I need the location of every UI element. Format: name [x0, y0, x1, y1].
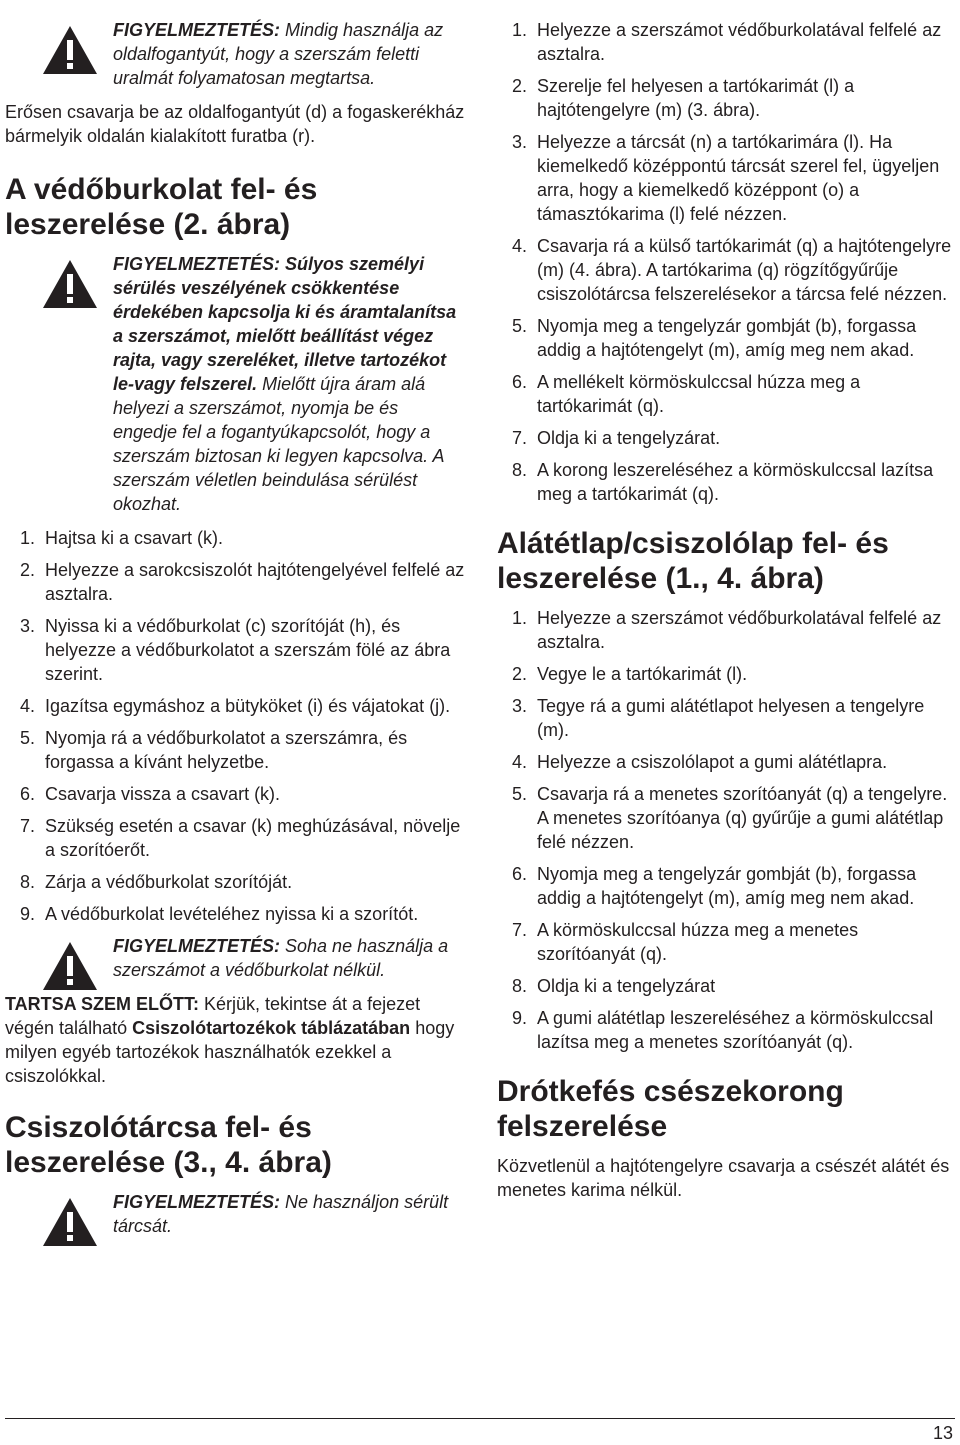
right-column [497, 18, 955, 1202]
warning-triangle-icon [41, 24, 99, 76]
list-item: 2. Vegye le a tartókarimát (l). [512, 664, 748, 684]
section-heading: A védőburkolat fel- és leszerelése (2. ábra) [5, 173, 318, 241]
page-number: 13 [932, 1423, 953, 1443]
warning-text: Ne használjon sérült tárcsát. [113, 1192, 449, 1236]
list-item: 5. Nyomja rá a védőburkolatot a szerszámra, és forgassa a kívánt helyzetbe. [20, 728, 408, 772]
list-item: 1. Helyezze a szerszámot védőburkolatával felfelé az asztalra. [512, 20, 942, 64]
section-heading: Csiszolótárcsa fel- és leszerelése (3., 4. ábra) [5, 1111, 332, 1179]
note-bold-ref: Csiszolótartozékok táblázatában [132, 1018, 411, 1038]
footer-rule [5, 1418, 955, 1419]
list-item: 5. Csavarja rá a menetes szorítóanyát (q) a tengelyre. A menetes szorítóanya (q) gyűrűje a gumi alátétlap felé nézzen. [512, 784, 948, 852]
list-item: 6. Csavarja vissza a csavart (k). [20, 784, 281, 804]
warning-block [5, 934, 467, 982]
list-item: 8. Zárja a védőburkolat szorítóját. [20, 872, 293, 892]
warning-triangle-icon [41, 940, 99, 992]
warning-label: FIGYELMEZTETÉS: [113, 936, 281, 956]
list-item: 1. Helyezze a szerszámot védőburkolatával felfelé az asztalra. [512, 608, 942, 652]
list-item: 3. Tegye rá a gumi alátétlapot helyesen a tengelyre (m). [512, 696, 925, 740]
list-item: 6. Nyomja meg a tengelyzár gombját (b), forgassa addig a hajtótengelyt (m), amíg meg nem akad. [512, 864, 917, 908]
list-item: 9. A gumi alátétlap leszereléséhez a körmöskulccsal lazítsa meg a menetes szorítóanyát (q). [512, 1008, 934, 1052]
list-item: 1. Hajtsa ki a csavart (k). [20, 528, 224, 548]
list-item: 7. Oldja ki a tengelyzárat. [512, 428, 721, 448]
list-item: 5. Nyomja meg a tengelyzár gombját (b), forgassa addig a hajtótengelyt (m), amíg meg nem akad. [512, 316, 917, 360]
list-item: 3. Nyissa ki a védőburkolat (c) szorítóját (h), és helyezze a védőburkolatot a szerszám fölé az ábra szerint. [20, 616, 451, 684]
note-paragraph: TARTSA SZEM ELŐTT: Kérjük, tekintse át a fejezet végén található Csiszolótartozékok táblázatában hogy milyen egyéb tartozékok használhatók ezekkel a csiszolókkal. [5, 994, 455, 1086]
list-item: 6. A mellékelt körmöskulccsal húzza meg a tartókarimát (q). [512, 372, 861, 416]
warning-label: FIGYELMEZTETÉS: [113, 20, 281, 40]
section-heading: Alátétlap/csiszolólap fel- és leszerelése (1., 4. ábra) [497, 527, 889, 595]
step-list [497, 18, 955, 506]
list-item: 8. Oldja ki a tengelyzárat [512, 976, 716, 996]
list-item: 8. A korong leszereléséhez a körmöskulccsal lazítsa meg a tartókarimát (q). [512, 460, 934, 504]
note-label: TARTSA SZEM ELŐTT: [5, 994, 199, 1014]
left-column [5, 18, 467, 1248]
list-item: 7. Szükség esetén a csavar (k) meghúzásával, növelje a szorítóerőt. [20, 816, 461, 860]
list-item: 2. Szerelje fel helyesen a tartókarimát (l) a hajtótengelyre (m) (3. ábra). [512, 76, 855, 120]
warning-text: Mindig használja az oldalfogantyút, hogy a szerszám feletti uralmát folyamatosan megtartsa. [113, 20, 444, 88]
list-item: 4. Helyezze a csiszolólapot a gumi alátétlapra. [512, 752, 888, 772]
list-item: 4. Igazítsa egymáshoz a bütyköket (i) és vájatokat (j). [20, 696, 451, 716]
list-item: 4. Csavarja rá a külső tartókarimát (q) a hajtótengelyre (m) (4. ábra). A tartókarima (q) rögzítőgyűrűje csiszolótárcsa felszerelésekor a tárcsa felé nézzen. [512, 236, 952, 304]
warning-bold-text: FIGYELMEZTETÉS: Súlyos személyi sérülés veszélyének csökkentése érdekében kapcsolja ki és áramtalanítsa a szerszámot, mielőtt beállítást végez rajta, vagy szereléket, illetve tartozékot le-vagy felszerel. [113, 254, 457, 394]
list-item: 2. Helyezze a sarokcsiszolót hajtótengelyével felfelé az asztalra. [20, 560, 465, 604]
list-item: 3. Helyezze a tárcsát (n) a tartókarimára (l). Ha kiemelkedő középpontú tárcsát szerel fel, ügyeljen arra, hogy a kiemelkedő középpont (o) a támasztókarima (l) felé nézzen. [512, 132, 940, 224]
list-item: 9. A védőburkolat levételéhez nyissa ki a szorítót. [20, 904, 419, 924]
warning-block [5, 252, 467, 516]
section-heading: Drótkefés csészekorong felszerelése [497, 1075, 844, 1143]
warning-block [5, 18, 467, 90]
warning-label: FIGYELMEZTETÉS: [113, 1192, 281, 1212]
list-item: 7. A körmöskulccsal húzza meg a menetes szorítóanyát (q). [512, 920, 859, 964]
warning-text: Soha ne használja a szerszámot a védőburkolat nélkül. [113, 936, 449, 980]
warning-triangle-icon [41, 258, 99, 310]
step-list [5, 526, 467, 926]
warning-block [5, 1190, 467, 1238]
intro-paragraph: Erősen csavarja be az oldalfogantyút (d) a fogaskerékház bármelyik oldalán kialakított furatba (r). [5, 102, 465, 146]
warning-triangle-icon [41, 1196, 99, 1248]
step-list [497, 606, 955, 1054]
section-paragraph: Közvetlenül a hajtótengelyre csavarja a csészét alátét és menetes karima nélkül. [497, 1156, 950, 1200]
warning-text: Mielőtt újra áram alá helyezi a szerszámot, nyomja be és engedje fel a fogantyúkapcsolót, hogy a szerszám biztosan ki legyen kapcsolva. A szerszám véletlen beindulása sérülést okozhat. [113, 374, 444, 514]
